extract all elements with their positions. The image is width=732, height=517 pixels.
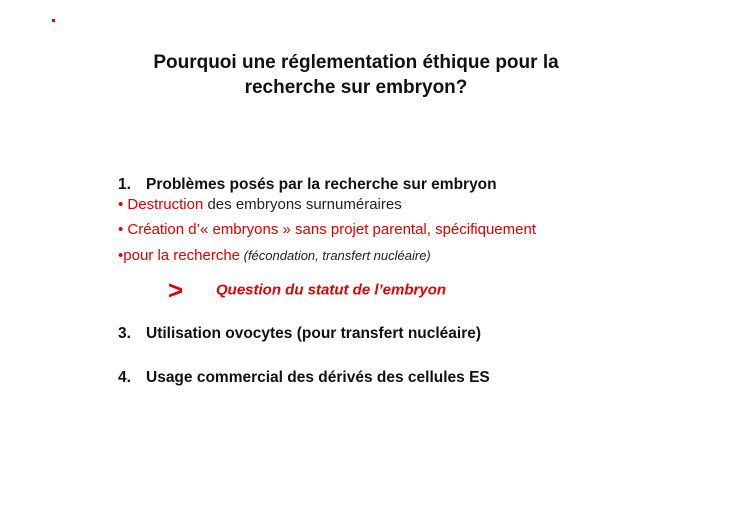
- item-number: 4.: [118, 369, 131, 386]
- bullet-text: des embryons surnuméraires: [203, 196, 402, 213]
- list-item-3: [118, 325, 481, 343]
- title-line-2: recherche sur embryon?: [244, 77, 468, 98]
- decorative-dot: [52, 19, 55, 22]
- bullet-marker: •: [118, 221, 128, 238]
- title-line-1: Pourquoi une réglementation éthique pour la: [153, 52, 559, 73]
- bullet-red-text: Destruction: [127, 196, 204, 213]
- list-item-4: [118, 369, 490, 387]
- item-text: Usage commercial des dérivés des cellules ES: [146, 369, 490, 386]
- question-text: Question du statut de l’embryon: [216, 281, 447, 299]
- bullet-marker: •: [118, 196, 128, 213]
- bullet-italic-text: (fécondation, transfert nucléaire): [240, 248, 431, 263]
- bullet-red-text: Création d’« embryons » sans projet parental, spécifiquement: [127, 221, 536, 238]
- bullet-marker: •: [118, 247, 124, 264]
- slide-title: [0, 50, 712, 100]
- bullet-creation: [118, 221, 536, 238]
- item-text: Problèmes posés par la recherche sur embryon: [146, 176, 497, 193]
- item-text: Utilisation ovocytes (pour transfert nucléaire): [146, 325, 482, 342]
- item-number: 1.: [118, 176, 131, 193]
- list-item-1: [118, 176, 497, 194]
- bullet-recherche: [118, 247, 431, 264]
- bullet-red-text: pour la recherche: [123, 247, 240, 264]
- bullet-destruction: [118, 196, 402, 213]
- item-number: 3.: [118, 325, 131, 342]
- arrow-icon: >: [168, 275, 184, 305]
- question-line: [168, 275, 447, 305]
